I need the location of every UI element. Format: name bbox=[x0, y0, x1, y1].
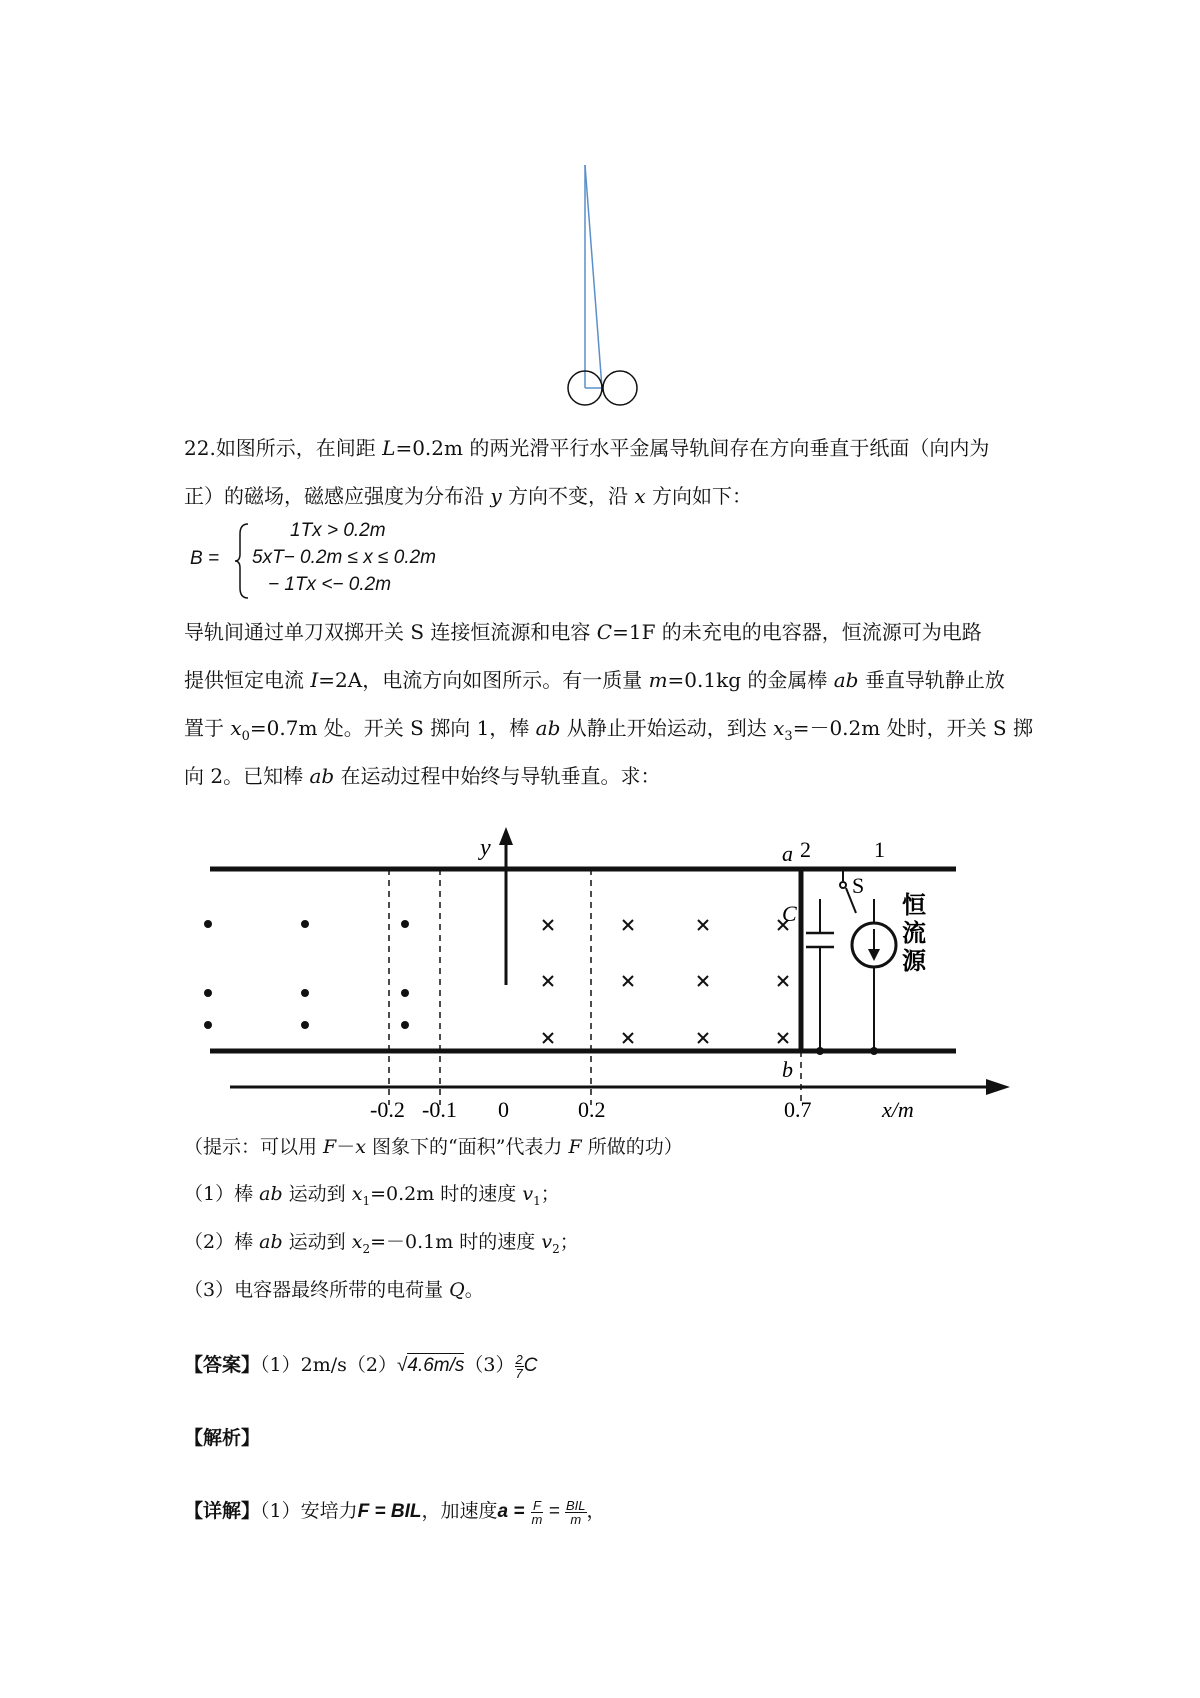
field-cross bbox=[698, 920, 708, 930]
rail-circuit-diagram bbox=[200, 815, 1020, 1125]
field-dot bbox=[204, 1021, 212, 1029]
text-span: =2A，电流方向如图所示。有一质量 bbox=[318, 668, 649, 692]
tick-label: -0.2 bbox=[370, 1097, 405, 1122]
analysis-line bbox=[184, 1424, 1044, 1452]
field-dot bbox=[301, 989, 309, 997]
analysis-label: 【解析】 bbox=[184, 1427, 261, 1449]
text-span: 图象下的“面积”代表力 bbox=[365, 1136, 569, 1158]
text-span: 运动到 bbox=[282, 1231, 352, 1253]
formula-case-1: 1Tx > 0.2m bbox=[290, 520, 386, 541]
frac-numerator: 2 bbox=[515, 1351, 523, 1367]
text-span: 。 bbox=[464, 1279, 484, 1301]
field-dot bbox=[301, 1021, 309, 1029]
frac-numerator: F bbox=[531, 1499, 544, 1513]
var-ab: ab bbox=[259, 1231, 283, 1253]
var-x1: x bbox=[351, 1183, 363, 1205]
fraction-BIL-over-m bbox=[565, 1499, 587, 1526]
text-span: （提示：可以用 bbox=[184, 1136, 324, 1158]
var-ab: ab bbox=[309, 764, 335, 788]
text-span: （1）棒 bbox=[184, 1183, 260, 1205]
x-axis-arrow bbox=[986, 1079, 1010, 1095]
sub-question-2 bbox=[184, 1228, 1044, 1263]
text-span: （1）2m/s（2） bbox=[260, 1354, 397, 1376]
field-cross bbox=[543, 976, 553, 986]
field-dot bbox=[301, 920, 309, 928]
sub-question-1 bbox=[184, 1180, 1044, 1215]
text-span: 如图所示，在间距 bbox=[215, 436, 383, 460]
var-ab: ab bbox=[259, 1183, 283, 1205]
ampere-force-formula: F = BIL bbox=[357, 1501, 422, 1522]
paragraph-line-1 bbox=[184, 618, 1044, 646]
var-x: x bbox=[634, 484, 646, 508]
source-label-char-1: 恒 bbox=[902, 893, 926, 919]
frac-numerator: BIL bbox=[566, 1497, 586, 1513]
field-cross bbox=[543, 920, 553, 930]
text-span: ； bbox=[559, 1231, 579, 1253]
answer-label: 【答案】 bbox=[184, 1354, 261, 1376]
junction-dot bbox=[816, 1047, 824, 1055]
text-span: － bbox=[336, 1136, 356, 1158]
text-span: ，加速度 bbox=[421, 1500, 498, 1522]
hint-line bbox=[184, 1133, 1044, 1161]
var-x: x bbox=[355, 1136, 366, 1158]
text-span: 垂直导轨静止放 bbox=[858, 668, 1005, 692]
var-F: F bbox=[568, 1136, 582, 1158]
tick-label: 0.7 bbox=[784, 1097, 812, 1122]
formula-case-2: 5xT− 0.2m ≤ x ≤ 0.2m bbox=[252, 547, 436, 568]
var-x2: x bbox=[351, 1231, 363, 1253]
text-span: =0.2m 时的速度 bbox=[370, 1183, 523, 1205]
source-arrow-icon bbox=[868, 949, 880, 961]
sub-question-3 bbox=[184, 1276, 1044, 1304]
junction-dot bbox=[870, 1047, 878, 1055]
fraction-F-over-m bbox=[531, 1499, 544, 1526]
var-F: F bbox=[323, 1136, 337, 1158]
var-v2: v bbox=[541, 1231, 553, 1253]
formula-case-3: − 1Tx <− 0.2m bbox=[268, 574, 392, 595]
pendulum-string-displaced bbox=[585, 165, 602, 388]
frac-denominator: 7 bbox=[515, 1365, 523, 1381]
var-m: m bbox=[648, 668, 668, 692]
text-span: =1F 的未充电的电容器，恒流源可为电路 bbox=[612, 620, 982, 644]
subscript: 2 bbox=[552, 1241, 560, 1256]
field-cross bbox=[698, 1033, 708, 1043]
field-cross bbox=[623, 920, 633, 930]
pendulum-figure bbox=[560, 160, 650, 410]
y-axis-label: y bbox=[480, 835, 491, 861]
field-dot bbox=[401, 1021, 409, 1029]
switch-label-S: S bbox=[852, 873, 865, 898]
var-ab: ab bbox=[535, 716, 561, 740]
sqrt-icon: √ bbox=[396, 1355, 408, 1376]
var-Q: Q bbox=[449, 1279, 465, 1301]
rod-label-a: a bbox=[782, 841, 793, 866]
tick-label: 0 bbox=[498, 1097, 509, 1122]
y-axis-arrow bbox=[499, 827, 513, 845]
field-dot bbox=[204, 920, 212, 928]
paragraph-line-4 bbox=[184, 762, 1044, 790]
paragraph-line-3 bbox=[184, 714, 1044, 751]
frac-denominator: m bbox=[531, 1511, 543, 1527]
piecewise-formula bbox=[190, 520, 490, 600]
var-x3: x bbox=[773, 716, 785, 740]
question-number: 22. bbox=[184, 436, 216, 460]
equals-sign: = bbox=[543, 1501, 565, 1522]
text-span: 导轨间通过单刀双掷开关 S 连接恒流源和电容 bbox=[184, 620, 597, 644]
question-line-1 bbox=[184, 434, 1044, 462]
field-cross bbox=[778, 1033, 788, 1043]
field-cross bbox=[623, 1033, 633, 1043]
switch-position-1: 1 bbox=[874, 837, 885, 862]
subscript: 1 bbox=[362, 1193, 371, 1208]
switch-position-2: 2 bbox=[800, 837, 811, 862]
field-crosses-right bbox=[543, 920, 788, 1043]
text-span: 从静止开始运动，到达 bbox=[560, 716, 774, 740]
text-span: 提供恒定电流 bbox=[184, 668, 311, 692]
text-span: 方向如下： bbox=[645, 484, 753, 508]
capacitor-label-C: C bbox=[782, 901, 797, 926]
text-span: 向 2。已知棒 bbox=[184, 764, 310, 788]
field-dot bbox=[401, 989, 409, 997]
detail-line bbox=[184, 1494, 1044, 1529]
sqrt-content: 4.6m/s bbox=[407, 1355, 465, 1376]
source-label-char-2: 流 bbox=[902, 921, 926, 947]
formula-lhs: B = bbox=[190, 548, 220, 569]
subscript: 3 bbox=[784, 729, 793, 744]
var-y: y bbox=[490, 484, 502, 508]
paragraph-line-2 bbox=[184, 666, 1044, 694]
field-cross bbox=[778, 976, 788, 986]
var-x0: x bbox=[230, 716, 242, 740]
text-span: 方向不变，沿 bbox=[501, 484, 635, 508]
text-span: （3）电容器最终所带的电荷量 bbox=[184, 1279, 450, 1301]
answer-line bbox=[184, 1348, 1044, 1383]
brace-icon bbox=[234, 522, 250, 600]
text-span: =－0.1m 时的速度 bbox=[370, 1231, 542, 1253]
answer-unit: C bbox=[523, 1355, 538, 1376]
field-dot bbox=[204, 989, 212, 997]
rod-label-b: b bbox=[782, 1057, 793, 1082]
text-span: 正）的磁场，磁感应强度为分布沿 bbox=[184, 484, 491, 508]
pendulum-ball-right bbox=[603, 371, 637, 405]
var-L: L bbox=[382, 436, 396, 460]
acceleration-lhs: a = bbox=[497, 1501, 525, 1522]
field-cross bbox=[543, 1033, 553, 1043]
subscript: 0 bbox=[241, 729, 250, 744]
text-span: （1）安培力 bbox=[260, 1500, 358, 1522]
field-cross bbox=[623, 976, 633, 986]
var-v1: v bbox=[522, 1183, 534, 1205]
subscript: 1 bbox=[533, 1193, 541, 1208]
circuit bbox=[806, 869, 896, 1051]
switch-pivot bbox=[840, 882, 846, 888]
tick-label: -0.1 bbox=[422, 1097, 457, 1122]
sqrt-expression bbox=[397, 1353, 464, 1376]
text-span: （2）棒 bbox=[184, 1231, 260, 1253]
text-span: 运动到 bbox=[282, 1183, 352, 1205]
text-span: ； bbox=[540, 1183, 560, 1205]
x-axis-label: x/m bbox=[882, 1097, 914, 1122]
question-line-2 bbox=[184, 482, 1044, 510]
var-I: I bbox=[310, 668, 319, 692]
var-ab: ab bbox=[833, 668, 859, 692]
text-span: =0.2m 的两光滑平行水平金属导轨间存在方向垂直于纸面（向内为 bbox=[395, 436, 990, 460]
answer-fraction bbox=[515, 1353, 524, 1380]
text-span: =－0.2m 处时，开关 S 掷 bbox=[792, 716, 1033, 740]
text-span: 在运动过程中始终与导轨垂直。求： bbox=[334, 764, 661, 788]
subscript: 2 bbox=[362, 1241, 371, 1256]
field-cross bbox=[698, 976, 708, 986]
text-span: 置于 bbox=[184, 716, 231, 740]
text-span: =0.1kg 的金属棒 bbox=[667, 668, 834, 692]
text-span: 所做的功） bbox=[581, 1136, 683, 1158]
var-C: C bbox=[596, 620, 613, 644]
field-dot bbox=[401, 920, 409, 928]
detail-label: 【详解】 bbox=[184, 1500, 261, 1522]
tick-label: 0.2 bbox=[578, 1097, 606, 1122]
text-span: ， bbox=[586, 1500, 606, 1522]
frac-denominator: m bbox=[570, 1511, 582, 1527]
source-label-char-3: 源 bbox=[902, 949, 926, 975]
text-span: =0.7m 处。开关 S 掷向 1，棒 bbox=[249, 716, 536, 740]
field-dots-left bbox=[204, 920, 409, 1029]
text-span: （3） bbox=[464, 1354, 515, 1376]
